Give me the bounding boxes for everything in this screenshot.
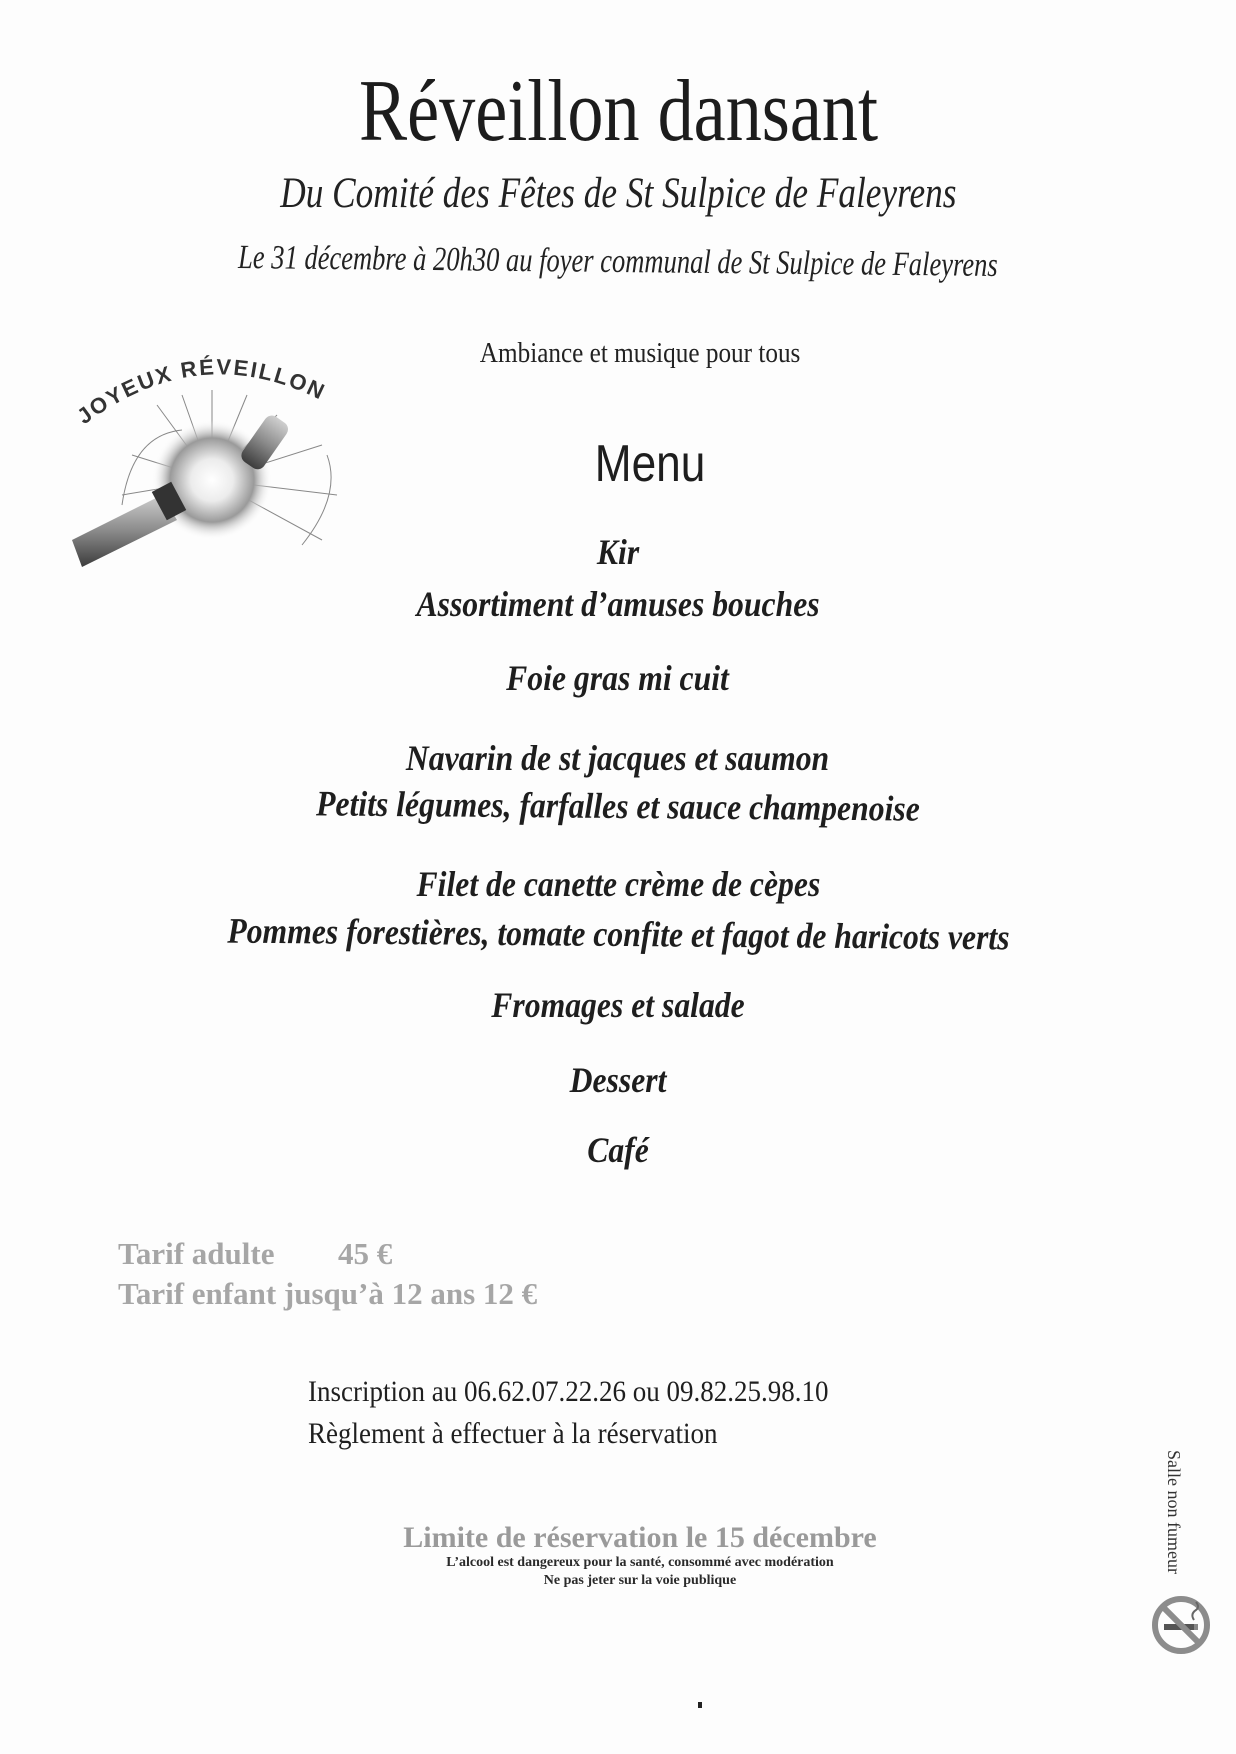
- menu-item-text: Foie gras mi cuit: [506, 658, 730, 698]
- reservation-deadline-text: Limite de réservation le 15 décembre: [403, 1521, 877, 1554]
- menu-item-text: Café: [587, 1130, 649, 1170]
- no-smoking-icon: [1150, 1594, 1212, 1656]
- menu-item: [0, 736, 1236, 780]
- menu-item-text: Assortiment d’amuses bouches: [416, 584, 820, 624]
- payment-note: [308, 1414, 763, 1454]
- menu-item-text: Pommes forestières, tomate confite et fagot de haricots verts: [226, 910, 1010, 958]
- child-price-text: Tarif enfant jusqu’à 12 ans 12 €: [118, 1276, 538, 1311]
- ambiance-line: [400, 336, 880, 372]
- menu-item-text: Kir: [596, 532, 640, 572]
- menu-item: [0, 582, 1236, 626]
- menu-item-text: Navarin de st jacques et saumon: [406, 738, 830, 778]
- menu-heading-text: Menu: [594, 435, 706, 493]
- menu-item: [0, 862, 1236, 906]
- page-title-text: Réveillon dansant: [358, 63, 878, 160]
- adult-price-row: [118, 1234, 392, 1274]
- adult-price-value: 45 €: [337, 1236, 393, 1271]
- alcohol-notice: [360, 1554, 920, 1572]
- organizer-subtitle: [0, 168, 1236, 220]
- organizer-subtitle-text: Du Comité des Fêtes de St Sulpice de Faleyrens: [279, 170, 957, 217]
- non-smoking-label: [1164, 1450, 1204, 1600]
- registration-phones-text: Inscription au 06.62.07.22.26 ou 09.82.25.98.10: [308, 1375, 829, 1408]
- menu-item-text: Dessert: [569, 1060, 667, 1100]
- payment-note-text: Règlement à effectuer à la réservation: [308, 1417, 718, 1450]
- logo-text: JOYEUX RÉVEILLON: [72, 354, 330, 429]
- menu-item: [0, 530, 1236, 574]
- reservation-deadline: [360, 1520, 920, 1556]
- litter-notice: [360, 1572, 920, 1590]
- child-price-row: [118, 1274, 537, 1314]
- event-date-text: Le 31 décembre à 20h30 au foyer communal de St Sulpice de Faleyrens: [238, 239, 998, 284]
- menu-item-text: Filet de canette crème de cèpes: [416, 864, 820, 904]
- menu-item: [0, 1128, 1236, 1172]
- menu-heading: [540, 432, 760, 496]
- menu-item: [0, 1058, 1236, 1102]
- litter-notice-text: Ne pas jeter sur la voie publique: [543, 1573, 737, 1588]
- menu-item-text: Fromages et salade: [491, 985, 745, 1025]
- ambiance-text: Ambiance et musique pour tous: [479, 338, 801, 369]
- scan-speck: [698, 1702, 702, 1708]
- non-smoking-text: Salle non fumeur: [1164, 1450, 1184, 1574]
- menu-item: [0, 656, 1236, 700]
- menu-item: [0, 907, 1236, 962]
- menu-item: [0, 779, 1236, 834]
- event-date-location: [0, 234, 1236, 291]
- menu-item: [0, 983, 1236, 1027]
- alcohol-notice-text: L’alcool est dangereux pour la santé, consommé avec modération: [446, 1555, 834, 1570]
- page-title: [0, 62, 1236, 162]
- menu-item-text: Petits légumes, farfalles et sauce champenoise: [316, 783, 920, 829]
- adult-price-label: Tarif adulte: [118, 1236, 275, 1271]
- registration-phones: [308, 1372, 886, 1412]
- svg-text:JOYEUX RÉVEILLON: [72, 354, 330, 429]
